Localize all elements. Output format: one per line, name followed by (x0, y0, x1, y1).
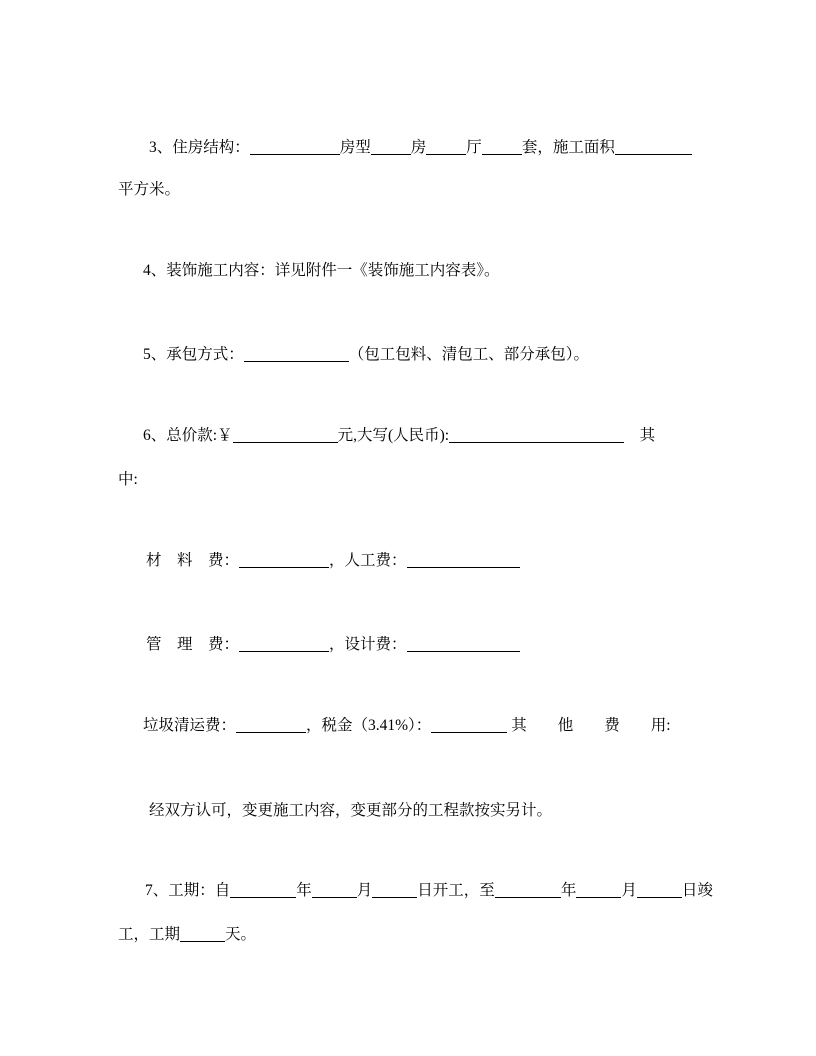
text-segment: 7、工期：自 (145, 882, 231, 899)
line-construction-period (118, 870, 751, 912)
blank-end-day[interactable] (637, 882, 682, 898)
blank-sets-count[interactable] (482, 139, 522, 155)
line-total-price (118, 415, 749, 457)
blank-contract-method[interactable] (244, 346, 349, 362)
text-segment: 4、装饰施工内容：详见附件一《装饰施工内容表》。 (143, 262, 500, 279)
text-segment: 元,大写(人民币): (337, 427, 450, 444)
text-segment: 月 (621, 882, 637, 899)
blank-start-day[interactable] (372, 882, 417, 898)
text-segment: 房型 (339, 139, 371, 156)
text-segment: 房 (410, 139, 427, 156)
blank-tax-amount[interactable] (431, 717, 507, 733)
text-segment: 经双方认可，变更施工内容，变更部分的工程款按实另计。 (149, 802, 553, 819)
text-segment: 5、承包方式： (143, 346, 244, 363)
line-total-price-cont (118, 459, 724, 501)
text-segment: ，设计费： (329, 636, 407, 653)
blank-construction-area[interactable] (615, 139, 692, 155)
blank-material-fee[interactable] (239, 552, 329, 568)
line-housing-structure-cont (118, 169, 724, 211)
text-segment: 其 他 费 用: (507, 717, 671, 734)
text-segment: ，人工费： (329, 552, 407, 569)
blank-end-month[interactable] (576, 882, 621, 898)
text-segment: 材 料 费： (146, 552, 240, 569)
line-construction-content (118, 250, 749, 292)
blank-house-type[interactable] (250, 139, 340, 155)
line-material-labor-fee (118, 540, 752, 582)
blank-rooms-count[interactable] (371, 139, 411, 155)
text-segment: 厅 (466, 139, 482, 156)
blank-start-month[interactable] (312, 882, 357, 898)
blank-total-price-words[interactable] (449, 427, 624, 443)
text-segment: 垃圾清运费： (143, 717, 237, 734)
text-segment: 日竣 (681, 882, 713, 899)
text-segment: 年 (296, 882, 312, 899)
blank-garbage-removal-fee[interactable] (236, 717, 306, 733)
blank-start-year[interactable] (230, 882, 296, 898)
line-garbage-tax-other-fee (118, 705, 749, 747)
blank-total-price-digits[interactable] (233, 427, 338, 443)
line-contract-method (118, 334, 749, 376)
line-management-design-fee (118, 624, 752, 666)
line-change-clause (118, 790, 755, 832)
text-segment: 年 (560, 882, 577, 899)
text-segment: 天。 (225, 926, 257, 943)
blank-period-days[interactable] (180, 926, 225, 942)
text-segment: 其 (624, 427, 656, 444)
blank-end-year[interactable] (495, 882, 561, 898)
blank-halls-count[interactable] (426, 139, 466, 155)
text-segment: 工，工期 (118, 926, 181, 943)
text-segment: （包工包料、清包工、部分承包）。 (348, 346, 590, 363)
text-segment: 套，施工面积 (521, 139, 615, 156)
text-segment: 3、住房结构： (149, 139, 250, 156)
text-segment: 日开工，至 (417, 882, 495, 899)
blank-management-fee[interactable] (239, 636, 329, 652)
text-segment: 中: (118, 471, 138, 488)
text-segment: ，税金（3.41%）： (306, 717, 432, 734)
text-segment: 6、总价款:￥ (143, 427, 233, 444)
line-construction-period-cont (118, 914, 724, 956)
blank-labor-fee[interactable] (407, 552, 520, 568)
text-segment: 月 (356, 882, 373, 899)
line-housing-structure (118, 127, 755, 169)
text-segment: 平方米。 (118, 181, 181, 198)
blank-design-fee[interactable] (407, 636, 520, 652)
text-segment: 管 理 费： (146, 636, 240, 653)
